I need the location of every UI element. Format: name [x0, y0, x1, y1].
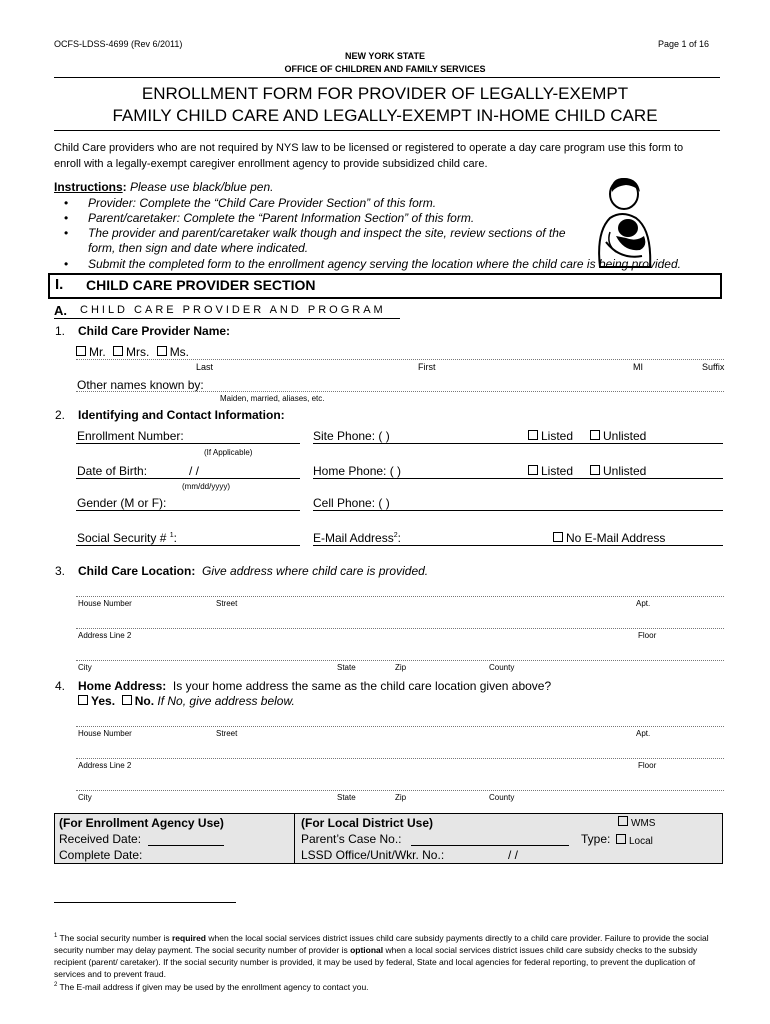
gender-field[interactable] — [76, 510, 300, 511]
enrollment-hint: (If Applicable) — [204, 448, 253, 457]
agency-use-title: (For Enrollment Agency Use) — [59, 816, 224, 830]
instruction-item: • Parent/caretaker: Complete the “Parent Information Section” of this form. — [54, 211, 584, 226]
subsection-letter: A. — [54, 303, 67, 318]
other-names-field[interactable] — [76, 391, 724, 392]
no-email-option[interactable]: No E-Mail Address — [553, 531, 665, 545]
instruction-bullet-4: • — [64, 257, 69, 271]
site-unlisted[interactable]: Unlisted — [590, 429, 646, 443]
col-mi: MI — [633, 362, 643, 372]
label-city: City — [78, 793, 92, 802]
section-number: I. — [55, 276, 64, 293]
instruction-item: • Provider: Complete the “Child Care Provider Section” of this form. — [54, 196, 584, 211]
q4-label: Home Address: Is your home address the same as the child care location given above? — [78, 679, 552, 693]
ssn-field[interactable] — [76, 545, 300, 546]
label-address-line2: Address Line 2 — [78, 761, 132, 770]
q2-number: 2. — [55, 408, 66, 422]
label-house-number: House Number — [78, 729, 132, 738]
home-phone-field[interactable] — [313, 478, 723, 479]
form-code: OCFS-LDSS-4699 (Rev 6/2011) — [54, 39, 183, 49]
dob-hint: (mm/dd/yyyy) — [182, 482, 230, 491]
q4-options: Yes. No. If No, give address below. — [78, 694, 295, 708]
received-date-field[interactable] — [148, 845, 224, 846]
address-line1-field[interactable] — [76, 596, 724, 597]
header-state: NEW YORK STATE — [344, 51, 425, 61]
home-phone-label: Home Phone: ( ) — [313, 464, 402, 478]
checkbox[interactable] — [113, 346, 123, 356]
footnote-1: $^1$ The social security number is required when the local social services district issues child care subsidy payments directly to a child care provider. Failure to provide the social security number may delay payment. The social security number of provider is optional when a local social services district issues child care subsidy checks to the subsidy recipient (parent/ caretaker). If the social security number is provided, it may be used by federal, State and local agencies for federal reporting, to prevent the duplication of services and to prevent fraud. — [54, 932, 709, 979]
col-last: Last — [196, 362, 214, 372]
page-number: Page 1 of 16 — [658, 39, 710, 49]
dob-field[interactable] — [76, 478, 300, 479]
label-state: State — [337, 793, 356, 802]
other-names-label: Other names known by: — [77, 378, 204, 392]
gender-label: Gender (M or F): — [77, 496, 167, 510]
mother-and-child-clipart — [586, 172, 664, 268]
checkbox[interactable] — [157, 346, 167, 356]
q4-number: 4. — [55, 679, 66, 693]
city-state-field[interactable] — [76, 660, 724, 661]
case-number-label: Parent’s Case No.: — [301, 832, 402, 846]
checkbox[interactable] — [618, 816, 628, 826]
label-zip: Zip — [395, 663, 407, 672]
q1-label: Child Care Provider Name: — [78, 324, 231, 338]
label-apt: Apt. — [636, 599, 651, 608]
cell-phone-field[interactable] — [313, 510, 723, 511]
lssd-label: LSSD Office/Unit/Wkr. No.: — [301, 848, 445, 862]
dob-slashes: / / — [189, 464, 200, 478]
q3-label: Child Care Location: Give address where child care is provided. — [78, 564, 429, 578]
type-local[interactable]: Local — [616, 834, 653, 847]
checkbox[interactable] — [590, 465, 600, 475]
admin-divider — [294, 813, 295, 863]
label-city: City — [78, 663, 92, 672]
home-address-line1-field[interactable] — [76, 726, 724, 727]
checkbox[interactable] — [616, 834, 626, 844]
name-field[interactable] — [76, 359, 724, 360]
instruction-item: Submit the completed form to the enrollment agency serving the location where the child care is being provided. — [88, 257, 681, 271]
subsection-title: CHILD CARE PROVIDER AND PROGRAM — [80, 304, 386, 316]
other-names-hint: Maiden, married, aliases, etc. — [220, 394, 325, 403]
dob-label: Date of Birth: — [77, 464, 148, 478]
instructions-heading: Instructions: Please use black/blue pen. — [54, 180, 274, 194]
instruction-item: • The provider and parent/caretaker walk though and inspect the site, review sections of the form, then sign and date where indicated. — [54, 226, 584, 256]
label-floor: Floor — [638, 761, 657, 770]
q1-number: 1. — [55, 324, 66, 338]
checkbox[interactable] — [590, 430, 600, 440]
honorific-options[interactable]: Mr. Mrs. Ms. — [76, 345, 189, 359]
district-use-title: (For Local District Use) — [301, 816, 434, 830]
received-date-label: Received Date: — [59, 832, 142, 846]
checkbox[interactable] — [528, 430, 538, 440]
footnote-separator — [54, 902, 236, 903]
ssn-label: Social Security # $^1$: — [77, 531, 177, 545]
form-title-line2: FAMILY CHILD CARE AND LEGALLY-EXEMPT IN-HOME CHILD CARE — [112, 106, 658, 125]
label-floor: Floor — [638, 631, 657, 640]
site-listed[interactable]: Listed — [528, 429, 573, 443]
q3-number: 3. — [55, 564, 66, 578]
checkbox[interactable] — [76, 346, 86, 356]
type-label: Type: — [581, 832, 611, 846]
lssd-slashes: / / — [508, 848, 519, 862]
checkbox-yes[interactable] — [78, 695, 88, 705]
label-house-number: House Number — [78, 599, 132, 608]
checkbox[interactable] — [528, 465, 538, 475]
type-wms[interactable]: WMS — [618, 816, 655, 829]
home-listed[interactable]: Listed — [528, 464, 573, 478]
case-number-field[interactable] — [411, 845, 569, 846]
col-first: First — [418, 362, 436, 372]
form-title-line1: ENROLLMENT FORM FOR PROVIDER OF LEGALLY-EXEMPT — [141, 84, 629, 103]
cell-phone-label: Cell Phone: ( ) — [313, 496, 390, 510]
label-state: State — [337, 663, 356, 672]
footnote-2: $^2$ The E-mail address if given may be used by the enrollment agency to contact you. — [54, 982, 369, 992]
label-apt: Apt. — [636, 729, 651, 738]
enrollment-number-field[interactable] — [76, 443, 300, 444]
header-office: OFFICE OF CHILDREN AND FAMILY SERVICES — [284, 64, 486, 74]
complete-date-label: Complete Date: — [59, 848, 143, 862]
home-unlisted[interactable]: Unlisted — [590, 464, 646, 478]
address-line2-field[interactable] — [76, 628, 724, 629]
enrollment-number-label: Enrollment Number: — [77, 429, 184, 443]
checkbox-no[interactable] — [122, 695, 132, 705]
home-address-line2-field[interactable] — [76, 758, 724, 759]
label-zip: Zip — [395, 793, 407, 802]
col-suffix: Suffix — [702, 362, 725, 372]
label-address-line2: Address Line 2 — [78, 631, 132, 640]
label-street: Street — [216, 729, 238, 738]
label-street: Street — [216, 599, 238, 608]
email-label: E-Mail Address$^2$: — [313, 531, 401, 545]
home-city-state-field[interactable] — [76, 790, 724, 791]
site-phone-label: Site Phone: ( ) — [313, 429, 390, 443]
q2-label: Identifying and Contact Information: — [78, 408, 285, 422]
checkbox[interactable] — [553, 532, 563, 542]
email-field[interactable] — [313, 545, 723, 546]
label-county: County — [489, 663, 515, 672]
intro-text: Child Care providers who are not required by NYS law to be licensed or registered to operate a day care program use this form to enroll with a legally-exempt caregiver enrollment agency to provide subsidized child care. — [54, 142, 684, 170]
instructions-list — [54, 196, 584, 256]
site-phone-field[interactable] — [313, 443, 723, 444]
section-title: CHILD CARE PROVIDER SECTION — [86, 277, 316, 293]
label-county: County — [489, 793, 515, 802]
